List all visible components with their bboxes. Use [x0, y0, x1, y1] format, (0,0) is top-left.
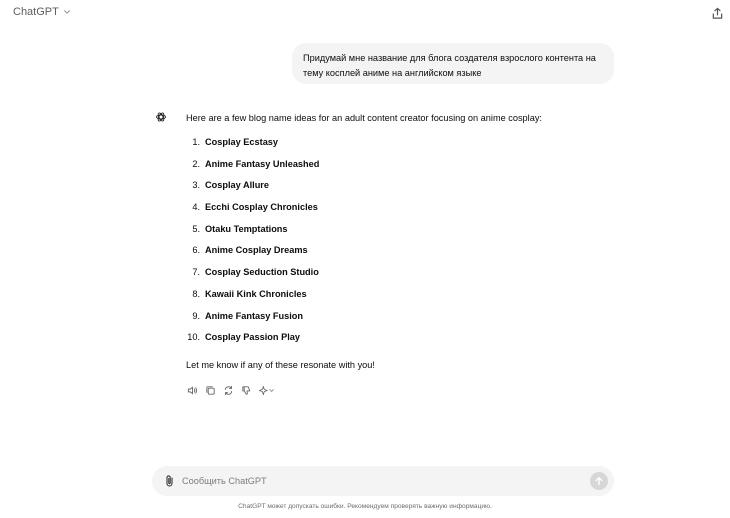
list-item [186, 158, 616, 180]
speaker-icon [187, 385, 198, 396]
list-item-text: Cosplay Ecstasy [205, 137, 279, 147]
user-message: Придумай мне название для блога создателя взрослого контента на тему косплей аниме на английском языке [292, 43, 614, 84]
list-item-number: 2. [192, 158, 200, 169]
list-item [186, 179, 616, 201]
send-button[interactable] [590, 472, 608, 490]
list-item-text: Anime Cosplay Dreams [205, 245, 308, 256]
list-item-text: Anime Fantasy Fusion [205, 310, 304, 321]
bad-response-button[interactable] [240, 384, 252, 396]
list-item-text: Cosplay Allure [205, 180, 269, 191]
regenerate-button[interactable] [222, 384, 234, 396]
list-item [186, 244, 616, 266]
list-item-number: 7. [192, 267, 200, 278]
list-item-number: 8. [192, 288, 200, 299]
list-item-text: Anime Fantasy Unleashed [205, 158, 320, 169]
arrow-up-icon [594, 476, 604, 486]
sparkle-model-icon [258, 385, 276, 396]
share-icon [711, 7, 724, 20]
list-item [186, 266, 616, 288]
list-item-number: 4. [192, 202, 200, 213]
chevron-down-icon [63, 8, 71, 16]
message-composer [152, 466, 614, 496]
list-item-text: Otaku Temptations [205, 223, 288, 234]
attach-button[interactable] [163, 474, 176, 488]
list-item-number: 10. [187, 332, 200, 343]
list-item [186, 310, 616, 332]
list-item [186, 201, 616, 223]
read-aloud-button[interactable] [186, 384, 198, 396]
blog-name-list [186, 136, 616, 353]
paperclip-icon [163, 474, 176, 488]
list-item-text: Cosplay Passion Play [205, 332, 300, 343]
disclaimer: ChatGPT может допускать ошибки. Рекомендуем проверять важную информацию. [238, 503, 492, 510]
list-item-number: 3. [192, 180, 200, 191]
list-item [186, 136, 616, 158]
list-item [186, 331, 616, 353]
model-switcher[interactable] [13, 6, 71, 18]
message-input[interactable] [182, 472, 582, 490]
list-item-number: 5. [192, 223, 200, 234]
list-item-text: Kawaii Kink Chronicles [205, 288, 307, 299]
list-item-number: 9. [192, 310, 200, 321]
list-item-number: 1. [192, 137, 200, 147]
share-button[interactable] [707, 4, 727, 22]
regenerate-icon [223, 385, 234, 396]
assistant-outro: Let me know if any of these resonate with you! [186, 359, 375, 370]
list-item [186, 288, 616, 310]
copy-icon [205, 385, 216, 396]
model-title: ChatGPT [13, 6, 59, 18]
message-actions [186, 384, 276, 396]
assistant-message [186, 112, 616, 371]
thumbs-down-icon [241, 385, 252, 396]
list-item-text: Ecchi Cosplay Chronicles [205, 202, 318, 213]
switch-model-button[interactable] [258, 384, 276, 396]
assistant-intro: Here are a few blog name ideas for an adult content creator focusing on anime cosplay: [186, 113, 542, 123]
list-item-text: Cosplay Seduction Studio [205, 267, 319, 278]
openai-logo-icon [155, 110, 167, 122]
list-item [186, 223, 616, 245]
list-item-number: 6. [192, 245, 200, 256]
copy-button[interactable] [204, 384, 216, 396]
top-bar [0, 0, 730, 28]
